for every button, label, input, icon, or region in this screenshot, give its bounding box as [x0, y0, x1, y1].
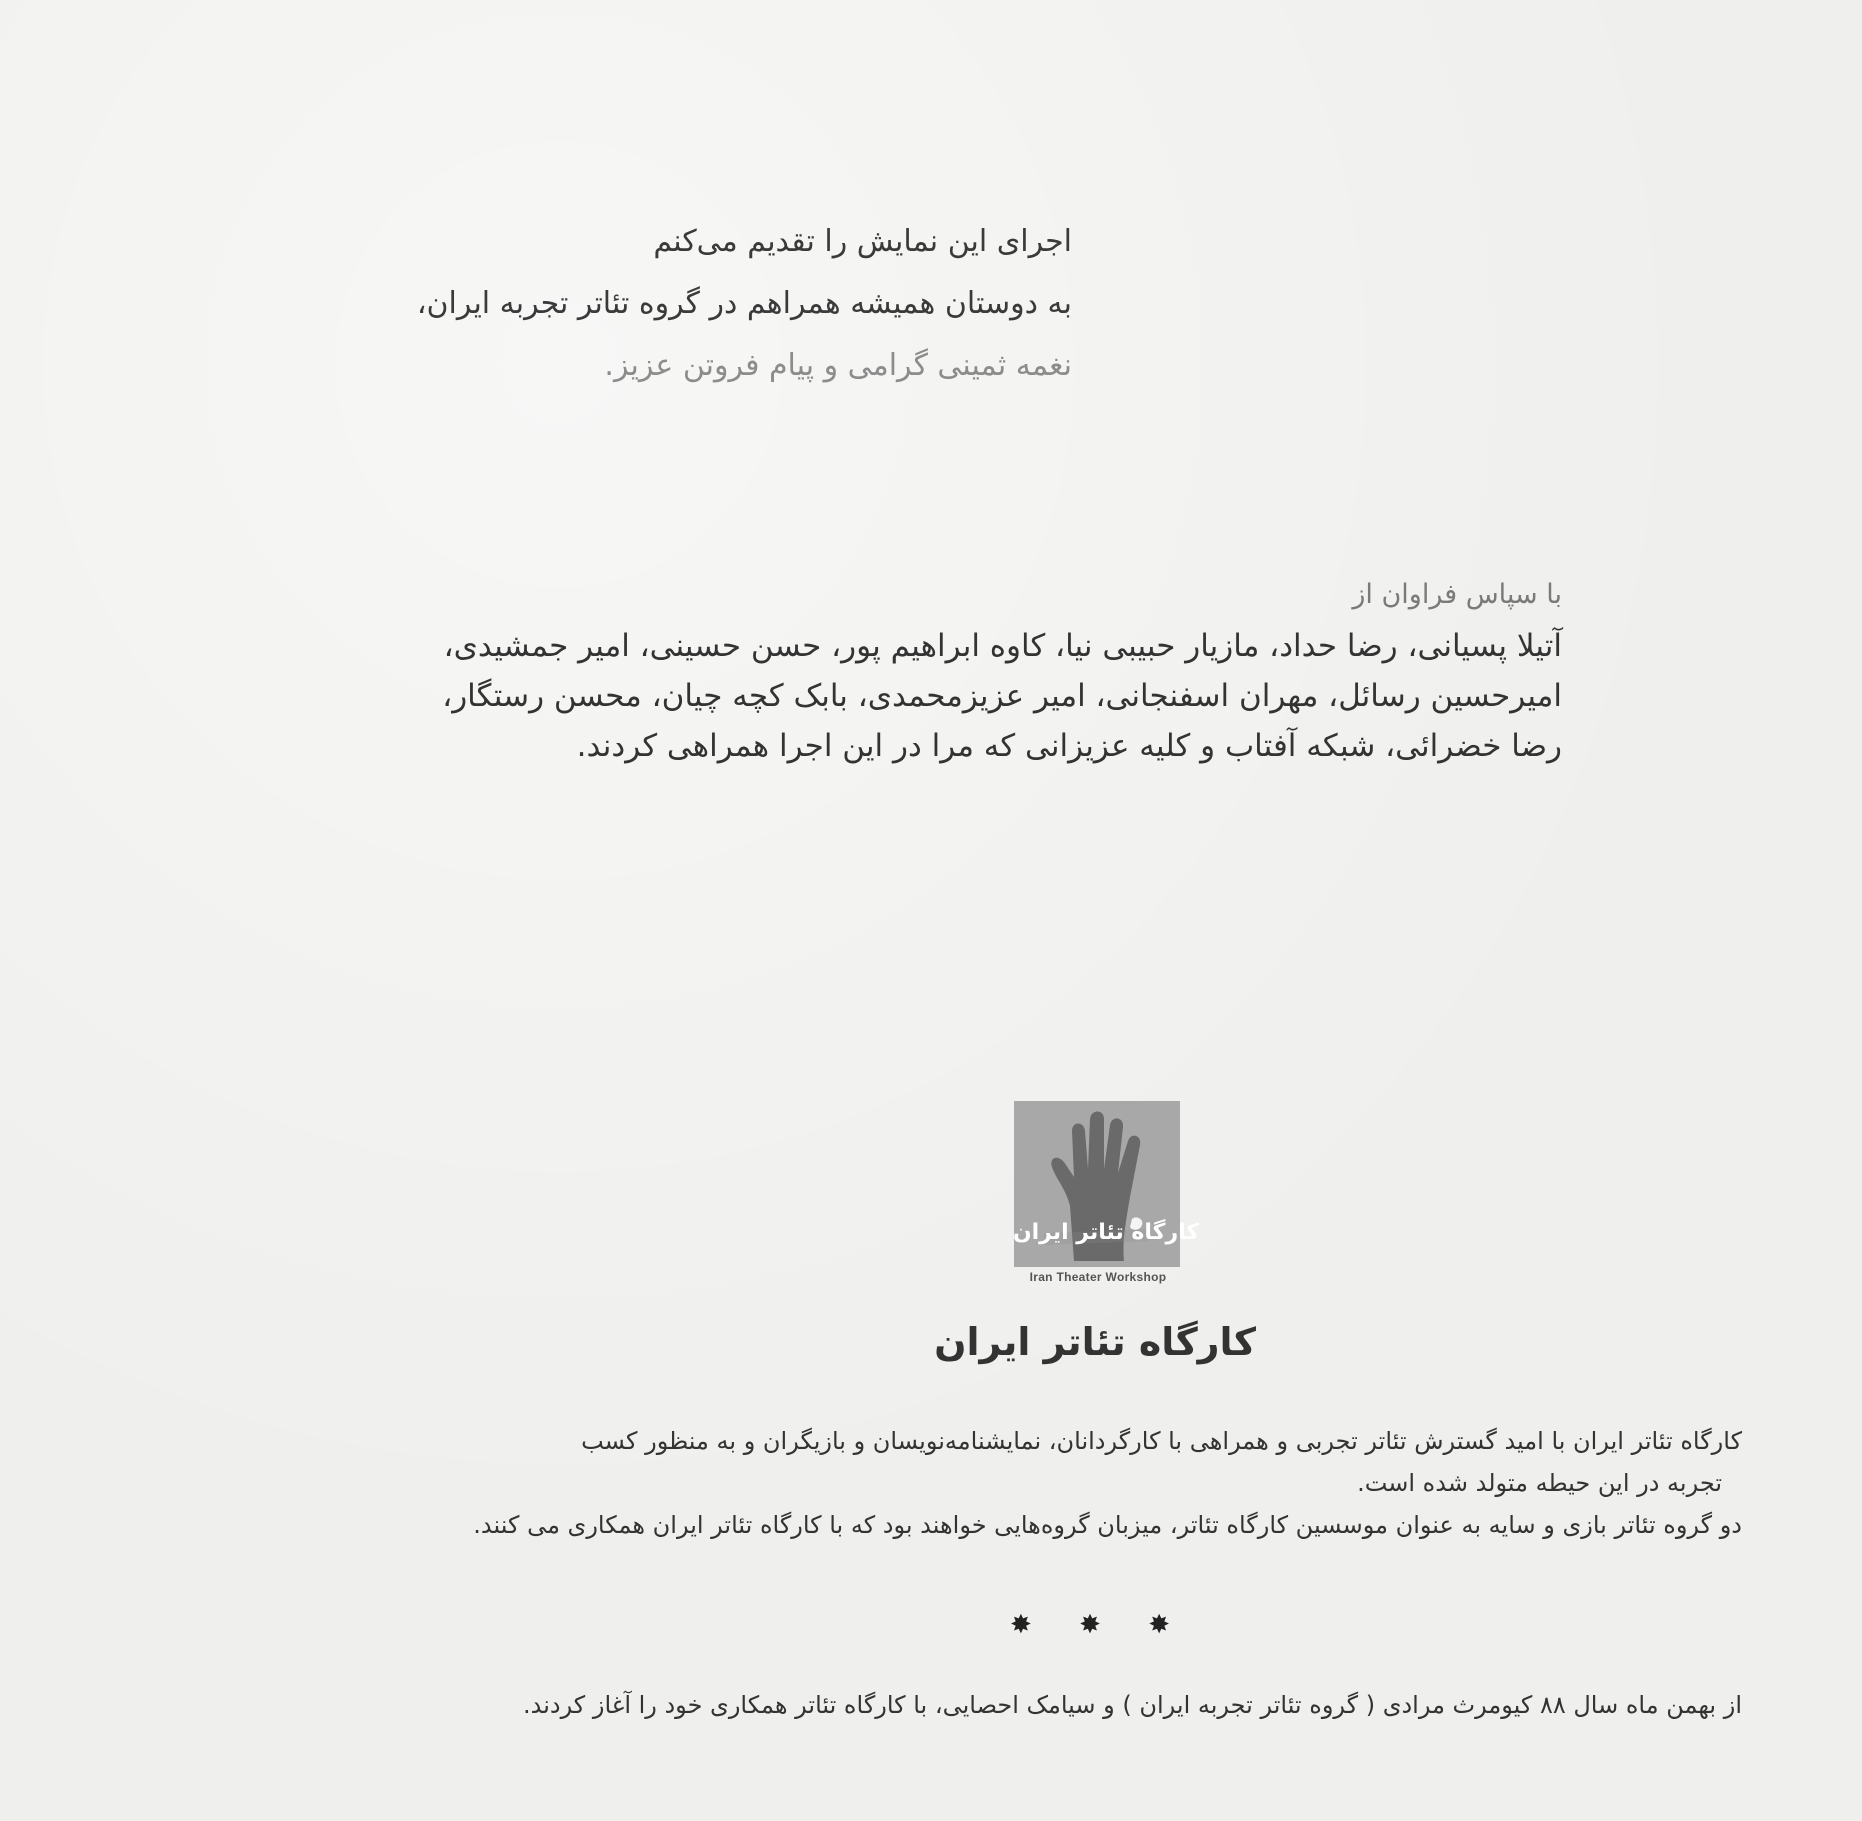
ornament-star-icon: ✸	[1148, 1610, 1170, 1640]
dedication-line-1: اجرای این نمایش را تقدیم می‌کنم	[653, 224, 1072, 259]
organization-description-line-3: دو گروه تئاتر بازی و سایه به عنوان موسسین کارگاه تئاتر، میزبان گروه‌هایی خواهند بود که با کارگاه تئاتر ایران همکاری می کنند.	[473, 1511, 1742, 1539]
hand-logo-icon	[1012, 1101, 1200, 1267]
dedication-block	[272, 222, 1072, 408]
organization-description	[412, 1420, 1742, 1546]
organization-description-line-1: کارگاه تئاتر ایران با امید گسترش تئاتر تجربی و همراهی با کارگردانان، نمایشنامه‌نویسان و بازیگران و به منظور کسب	[581, 1427, 1742, 1455]
acknowledgements-block	[262, 575, 1562, 771]
ornament-star-icon: ✸	[1079, 1610, 1101, 1640]
ornament-star-icon: ✸	[1010, 1610, 1032, 1640]
ornament-separator	[1010, 1612, 1170, 1638]
logo-mark-text: کارگاه تئاتر ایران	[1012, 1220, 1200, 1245]
dedication-line-3: نغمه ثمینی گرامی و پیام فروتن عزیز.	[604, 348, 1072, 383]
organization-title: کارگاه تئاتر ایران	[934, 1320, 1256, 1364]
acknowledgements-line-3: رضا خضرائی، شبکه آفتاب و کلیه عزیزانی که مرا در این اجرا همراهی کردند.	[576, 728, 1562, 764]
acknowledgements-line-1: آتیلا پسیانی، رضا حداد، مازیار حبیبی نیا، کاوه ابراهیم پور، حسن حسینی، امیر جمشیدی،	[443, 628, 1562, 664]
collaboration-note: از بهمن ماه سال ۸۸ کیومرث مرادی ( گروه تئاتر تجربه ایران ) و سیامک احصایی، با کارگاه تئاتر همکاری خود را آغاز کردند.	[522, 1691, 1742, 1719]
iran-theater-workshop-logo	[1012, 1101, 1200, 1267]
dedication-line-2: به دوستان همیشه همراهم در گروه تئاتر تجربه ایران،	[416, 286, 1072, 321]
organization-description-line-2: تجربه در این حیطه متولد شده است.	[1357, 1469, 1722, 1497]
logo-caption: Iran Theater Workshop	[1029, 1270, 1167, 1284]
acknowledgements-heading: با سپاس فراوان از	[1352, 579, 1562, 610]
acknowledgements-line-2: امیرحسین رسائل، مهران اسفنجانی، امیر عزیزمحمدی، بابک کچه چیان، محسن رستگار،	[442, 678, 1562, 714]
